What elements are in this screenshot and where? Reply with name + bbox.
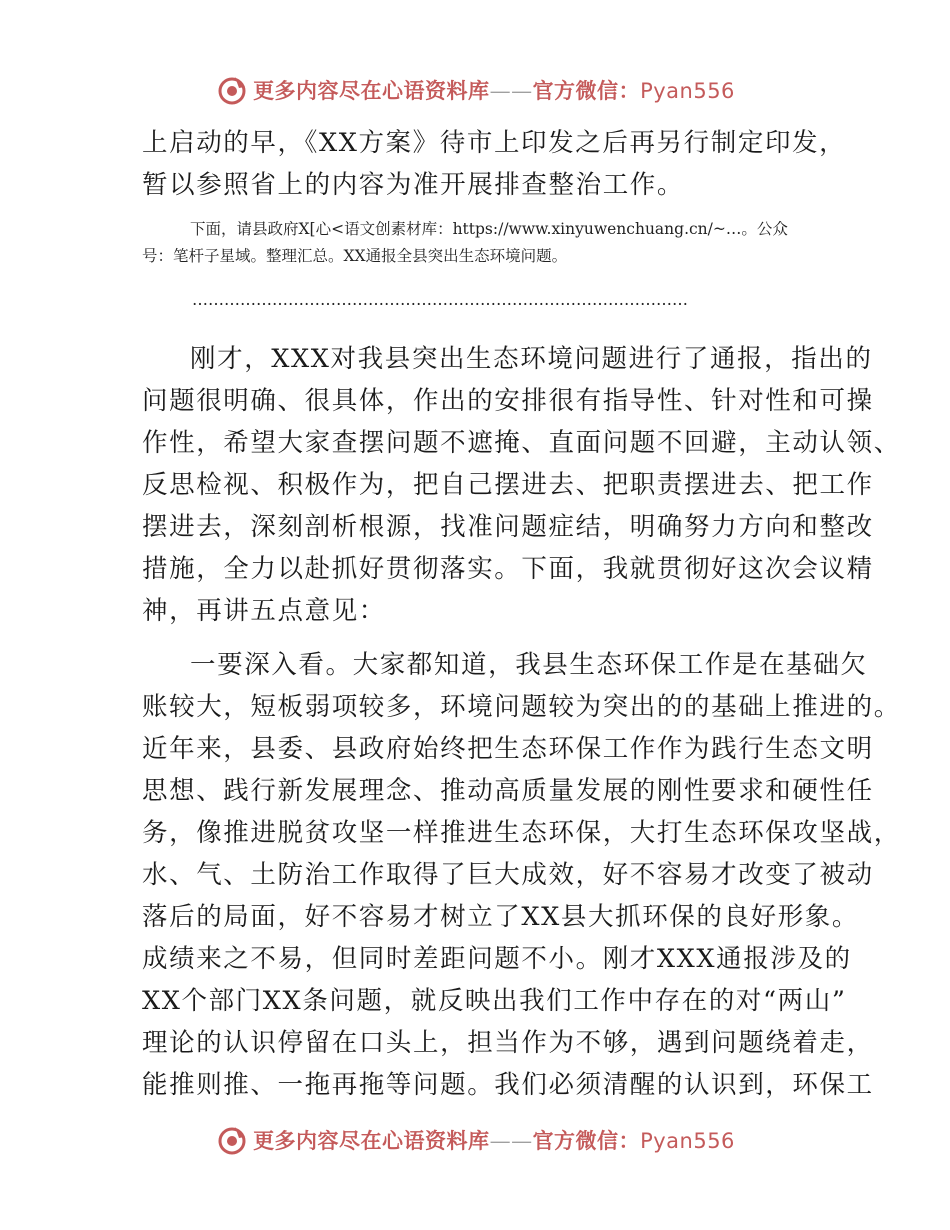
paragraph-line: 反思检视、积极作为，把自己摆进去、把职责摆进去、把工作 (142, 470, 874, 500)
paragraph-line: 作性，希望大家查摆问题不遮掩、直面问题不回避，主动认领、 (142, 428, 901, 458)
intro-line: 暂以参照省上的内容为准开展排查整治工作。 (142, 170, 685, 200)
paragraph-line: 成绩来之不易，但同时差距问题不小。刚才XXX通报涉及的 (142, 944, 852, 974)
banner-text: 更多内容尽在心语资料库——官方微信：Pyan556 (253, 78, 735, 103)
paragraph-line: 问题很明确、很具体，作出的安排很有指导性、针对性和可操 (142, 386, 874, 416)
brand-logo-icon (215, 1123, 249, 1157)
paragraph-line: 账较大，短板弱项较多，环境问题较为突出的的基础上推进的。 (142, 692, 901, 722)
note-line: 号：笔杆子星域。整理汇总。XX通报全县突出生态环境问题。 (142, 247, 568, 265)
paragraph-line: 务，像推进脱贫攻坚一样推进生态环保，大打生态环保攻坚战， (142, 818, 901, 848)
paragraph-line: 刚才，XXX对我县突出生态环境问题进行了通报，指出的 (190, 344, 873, 374)
paragraph-line: XX个部门XX条问题，就反映出我们工作中存在的对“两山” (142, 986, 847, 1016)
paragraph-line: 一要深入看。大家都知道，我县生态环保工作是在基础欠 (190, 650, 868, 680)
brand-logo-icon (215, 73, 249, 107)
banner-text: 更多内容尽在心语资料库——官方微信：Pyan556 (253, 1128, 735, 1153)
paragraph-line: 理论的认识停留在口头上，担当作为不够，遇到问题绕着走， (142, 1028, 874, 1058)
intro-line: 上启动的早，《XX方案》待市上印发之后再另行制定印发， (142, 128, 847, 158)
section-divider: ………………………………………………………………………………… (192, 290, 688, 309)
paragraph-line: 能推则推、一拖再拖等问题。我们必须清醒的认识到，环保工 (142, 1070, 874, 1100)
footer-banner (0, 1120, 950, 1160)
paragraph-line: 摆进去，深刻剖析根源，找准问题症结，明确努力方向和整改 (142, 512, 874, 542)
note-line: 下面，请县政府X[心<语文创素材库：https://www.xinyuwenchuang.cn/~…。公众 (190, 220, 788, 238)
paragraph-line: 思想、践行新发展理念、推动高质量发展的刚性要求和硬性任 (142, 776, 874, 806)
paragraph-line: 落后的局面，好不容易才树立了XX县大抓环保的良好形象。 (142, 902, 860, 932)
paragraph-line: 水、气、土防治工作取得了巨大成效，好不容易才改变了被动 (142, 860, 874, 890)
header-banner (0, 70, 950, 110)
paragraph-line: 措施，全力以赴抓好贯彻落实。下面，我就贯彻好这次会议精 (142, 554, 874, 584)
paragraph-line: 神，再讲五点意见： (142, 596, 386, 626)
paragraph-line: 近年来，县委、县政府始终把生态环保工作作为践行生态文明 (142, 734, 874, 764)
